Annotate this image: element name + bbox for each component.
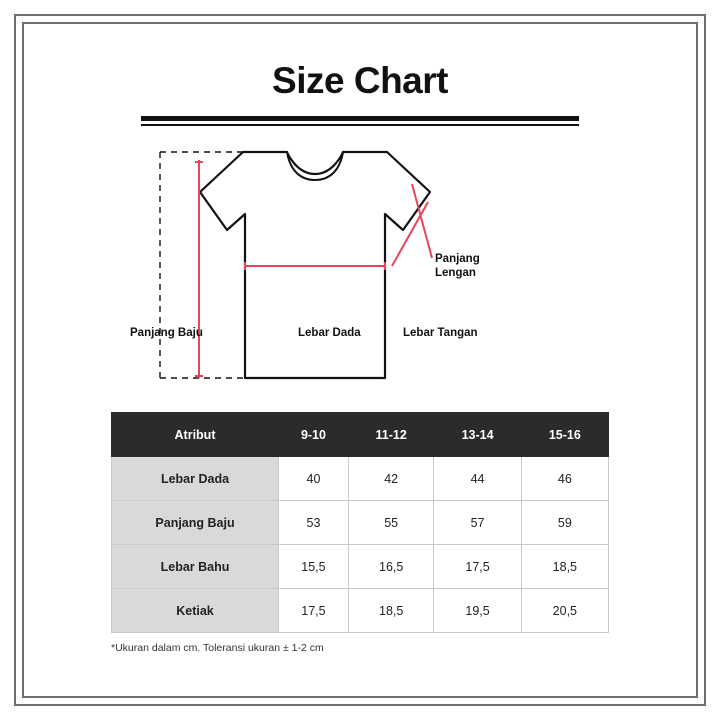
size-table bbox=[111, 412, 609, 633]
cell-value: 46 bbox=[521, 457, 608, 501]
label-panjang-lengan-line2: Lengan bbox=[435, 267, 476, 280]
cell-value: 16,5 bbox=[348, 545, 434, 589]
cell-value: 59 bbox=[521, 501, 608, 545]
table-row bbox=[112, 545, 609, 589]
page-content bbox=[40, 40, 680, 680]
cell-value: 18,5 bbox=[521, 545, 608, 589]
row-attribute: Panjang Baju bbox=[112, 501, 279, 545]
page-title: Size Chart bbox=[272, 60, 448, 101]
table-row bbox=[112, 589, 609, 633]
title-divider-thin bbox=[141, 124, 579, 126]
table-header-size-15-16: 15-16 bbox=[521, 413, 608, 457]
table-row bbox=[112, 501, 609, 545]
title-divider-thick bbox=[141, 116, 579, 121]
row-attribute: Lebar Dada bbox=[112, 457, 279, 501]
cell-value: 17,5 bbox=[434, 545, 521, 589]
cell-value: 53 bbox=[279, 501, 349, 545]
table-header-size-11-12: 11-12 bbox=[348, 413, 434, 457]
table-header-size-13-14: 13-14 bbox=[434, 413, 521, 457]
cell-value: 57 bbox=[434, 501, 521, 545]
title-divider bbox=[141, 116, 579, 126]
label-lebar-dada: Lebar Dada bbox=[298, 327, 361, 339]
label-panjang-baju: Panjang Baju bbox=[130, 327, 203, 339]
cell-value: 18,5 bbox=[348, 589, 434, 633]
row-attribute: Ketiak bbox=[112, 589, 279, 633]
label-panjang-lengan bbox=[435, 252, 505, 281]
tshirt-diagram bbox=[40, 140, 680, 402]
label-panjang-lengan-line1: Panjang bbox=[435, 253, 480, 265]
cell-value: 17,5 bbox=[279, 589, 349, 633]
cell-value: 19,5 bbox=[434, 589, 521, 633]
table-header-size-9-10: 9-10 bbox=[279, 413, 349, 457]
row-attribute: Lebar Bahu bbox=[112, 545, 279, 589]
size-table-head bbox=[112, 413, 609, 457]
cell-value: 40 bbox=[279, 457, 349, 501]
cell-value: 42 bbox=[348, 457, 434, 501]
measurement-note: *Ukuran dalam cm. Toleransi ukuran ± 1-2 cm bbox=[111, 642, 324, 654]
tshirt-illustration bbox=[40, 140, 680, 402]
cell-value: 20,5 bbox=[521, 589, 608, 633]
label-lebar-tangan: Lebar Tangan bbox=[403, 327, 478, 339]
table-row bbox=[112, 457, 609, 501]
cell-value: 15,5 bbox=[279, 545, 349, 589]
cell-value: 55 bbox=[348, 501, 434, 545]
table-header-row bbox=[112, 413, 609, 457]
cell-value: 44 bbox=[434, 457, 521, 501]
table-header-attribute: Atribut bbox=[112, 413, 279, 457]
size-table-body bbox=[112, 457, 609, 633]
